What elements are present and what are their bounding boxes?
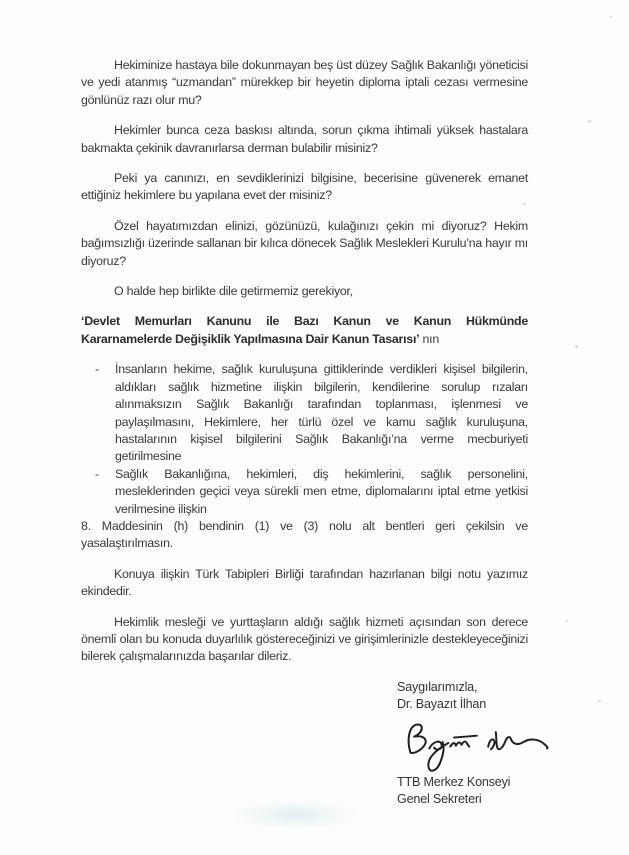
- paragraph-trusted-doctors: Peki ya canınızı, en sevdiklerinizi bilgisine, becerisine güvenerek emanet ettiğiniz hekimlere bu yapılana evet der misiniz?: [81, 171, 528, 203]
- signer-organization: TTB Merkez Konseyi: [397, 774, 511, 789]
- bullet-text: Sağlık Bakanlığına, hekimleri, diş hekimlerini, sağlık personelini, mesleklerinden geçici veya sürekli men etme, diplomalarını iptal etme yetkisi verilmesine ilişkin: [115, 466, 528, 516]
- bullet-dash: -: [95, 362, 99, 377]
- paragraph-speak-together: O halde hep birlikte dile getirmemiz gerekiyor,: [114, 284, 353, 299]
- scan-artifact: [230, 800, 360, 830]
- law-title-suffix: nın: [419, 331, 440, 346]
- signer-name: Dr. Bayazıt İlhan: [397, 697, 486, 712]
- enclosure-note: Konuya ilişkin Türk Tabipleri Birliği tarafından hazırlanan bilgi notu yazımız ekindedir.: [81, 566, 528, 599]
- article-demand-line: 8. Maddesinin (h) bendinin (1) ve (3) nolu alt bentleri geri çekilsin ve yasalaştırılmasın.: [81, 518, 528, 551]
- signer-title: Genel Sekreteri: [397, 792, 482, 807]
- closing-paragraph: Hekimlik mesleği ve yurttaşların aldığı sağlık hizmeti açısından son derece önemli olan bu konuda duyarlılık göstereceğinizi ve girişimlerinizle destekleyeceğinizi bilerek çalışmalarınızda başarılar dileriz.: [81, 614, 528, 664]
- signature-block: [397, 679, 528, 809]
- salutation: Saygılarımızla,: [397, 679, 478, 694]
- bullet-text: İnsanların hekime, sağlık kuruluşuna gittiklerinde verdikleri kişisel bilgilerin, aldıkları sağlık hizmetine ilişkin bilgilerin, kendilerine sorulup rızaları alınmaksızın Sağlık Bakanlığı tarafından toplanması, işlenmesi ve paylaşılmasını, Hekimlere, her türlü özel ve kamu sağlık kuruluşuna, hastalarının kişisel bilgilerini Sağlık Bakanlığı’na verme mecburiyeti getirilmesine: [115, 362, 528, 464]
- paragraph-penalty-pressure: Hekimler bunca ceza baskısı altında, sorun çıkma ihtimali yüksek hastalara bakmakta çekinik davranırlarsa derman bulabilir misiniz?: [81, 123, 528, 155]
- list-item-ministry-powers: [95, 466, 528, 518]
- bullet-dash: -: [95, 466, 99, 481]
- scan-artifact: [575, 345, 578, 348]
- list-item-personal-data: [95, 361, 528, 465]
- scan-artifact: [610, 16, 612, 18]
- paragraph-private-life: Özel hayatımızdan elinizi, gözünüzü, kulağınızı çekin mi diyoruz? Hekim bağımsızlığı üzerinde sallanan bir kılıca dönecek Sağlık Meslekleri Kurulu’na hayır mı diyoruz?: [81, 218, 528, 268]
- law-title-heading: [81, 313, 528, 348]
- bullet-list: [95, 361, 528, 518]
- scan-artifact: [588, 120, 591, 123]
- scan-artifact: [523, 203, 526, 205]
- law-title-bold: ‘Devlet Memurları Kanunu ile Bazı Kanun ve Kanun Hükmünde Kararnamelerde Değişiklik Yapılmasına Dair Kanun Tasarısı’: [81, 314, 528, 346]
- scan-artifact: [566, 620, 568, 622]
- scan-artifact: [598, 700, 601, 702]
- paragraph-diploma-cancellation: Hekiminize hastaya bile dokunmayan beş üst düzey Sağlık Bakanlığı yöneticisi ve yedi atanmış “uzmandan” mürekkep bir heyetin diploma iptali cezası vermesine gönlünüz razı olur mu?: [81, 58, 528, 107]
- handwritten-signature-image: [397, 712, 549, 774]
- letter-body: [81, 57, 528, 809]
